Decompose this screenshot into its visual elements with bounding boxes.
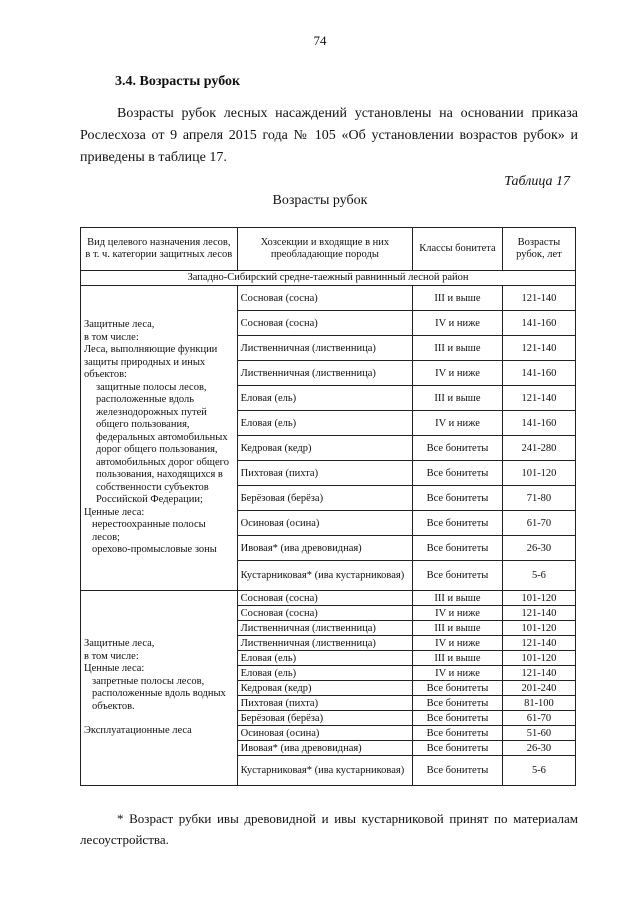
cutting-age-cell: 121-140 <box>502 336 575 361</box>
site-class-cell: Все бонитеты <box>413 681 503 696</box>
species-cell: Лиственничная (лиственница) <box>237 361 412 386</box>
cutting-age-cell: 101-120 <box>502 651 575 666</box>
cutting-age-cell: 141-160 <box>502 311 575 336</box>
forest-purpose-line: Леса, выполняющие функции защиты природных и иных объектов: <box>84 344 218 381</box>
cutting-age-cell: 26-30 <box>502 741 575 756</box>
spacer <box>84 713 234 725</box>
species-cell: Осиновая (осина) <box>237 511 412 536</box>
cutting-age-cell: 51-60 <box>502 726 575 741</box>
site-class-cell: III и выше <box>413 591 503 606</box>
header-forest-purpose: Вид целевого назначения лесов, в т. ч. категории защитных лесов <box>81 228 238 271</box>
site-class-cell: Все бонитеты <box>413 536 503 561</box>
cutting-age-cell: 121-140 <box>502 286 575 311</box>
species-cell: Лиственничная (лиственница) <box>237 336 412 361</box>
forest-purpose-line: Защитные леса, <box>84 319 155 331</box>
cutting-age-cell: 201-240 <box>502 681 575 696</box>
site-class-cell: Все бонитеты <box>413 741 503 756</box>
table-header-row <box>81 228 576 271</box>
section-heading: 3.4. Возрасты рубок <box>115 74 241 89</box>
cutting-age-cell: 71-80 <box>502 486 575 511</box>
table-row <box>81 286 576 311</box>
table-body <box>81 271 576 786</box>
forest-purpose-line: Эксплуатационные леса <box>84 725 192 737</box>
cutting-age-cell: 141-160 <box>502 361 575 386</box>
site-class-cell: III и выше <box>413 336 503 361</box>
species-cell: Сосновая (сосна) <box>237 606 412 621</box>
region-row <box>81 271 576 286</box>
cutting-age-cell: 121-140 <box>502 386 575 411</box>
forest-purpose-line: в том числе: <box>84 650 139 662</box>
site-class-cell: Все бонитеты <box>413 561 503 591</box>
intro-paragraph: Возрасты рубок лесных насаждений установлены на основании приказа Рослесхоза от 9 апреля 2015 года № 105 «Об установлении возрастов рубок» и приведены в таблице 17. <box>80 106 578 165</box>
cutting-age-cell: 121-140 <box>502 606 575 621</box>
cutting-age-cell: 241-280 <box>502 436 575 461</box>
species-cell: Еловая (ель) <box>237 651 412 666</box>
site-class-cell: IV и ниже <box>413 606 503 621</box>
species-cell: Кедровая (кедр) <box>237 436 412 461</box>
region-label: Западно-Сибирский средне-таежный равнинный лесной район <box>81 271 576 286</box>
cutting-age-cell: 5-6 <box>502 756 575 786</box>
site-class-cell: Все бонитеты <box>413 696 503 711</box>
cutting-age-cell: 121-140 <box>502 636 575 651</box>
site-class-cell: Все бонитеты <box>413 511 503 536</box>
forest-purpose-line: Ценные леса: <box>84 663 145 675</box>
site-class-cell: IV и ниже <box>413 311 503 336</box>
species-cell: Лиственничная (лиственница) <box>237 636 412 651</box>
header-species: Хозсекции и входящие в них преобладающие породы <box>237 228 412 271</box>
species-cell: Ивовая* (ива древовидная) <box>237 741 412 756</box>
species-cell: Пихтовая (пихта) <box>237 696 412 711</box>
species-cell: Пихтовая (пихта) <box>237 461 412 486</box>
species-cell: Осиновая (осина) <box>237 726 412 741</box>
cutting-age-cell: 61-70 <box>502 711 575 726</box>
table-title: Возрасты рубок <box>272 193 368 208</box>
cutting-age-cell: 101-120 <box>502 461 575 486</box>
site-class-cell: Все бонитеты <box>413 486 503 511</box>
species-cell: Кустарниковая* (ива кустарниковая) <box>237 561 412 591</box>
species-cell: Сосновая (сосна) <box>237 286 412 311</box>
table-label: Таблица 17 <box>504 174 570 189</box>
site-class-cell: IV и ниже <box>413 411 503 436</box>
forest-purpose-line: Защитные леса, <box>84 638 155 650</box>
site-class-cell: III и выше <box>413 621 503 636</box>
species-cell: Сосновая (сосна) <box>237 591 412 606</box>
species-cell: Кустарниковая* (ива кустарниковая) <box>237 756 412 786</box>
cutting-age-table <box>80 227 576 786</box>
species-cell: Еловая (ель) <box>237 666 412 681</box>
site-class-cell: IV и ниже <box>413 636 503 651</box>
forest-purpose-cell <box>81 591 238 786</box>
species-cell: Берёзовая (берёза) <box>237 711 412 726</box>
table-row <box>81 591 576 606</box>
site-class-cell: IV и ниже <box>413 361 503 386</box>
site-class-cell: Все бонитеты <box>413 711 503 726</box>
site-class-cell: IV и ниже <box>413 666 503 681</box>
cutting-age-cell: 61-70 <box>502 511 575 536</box>
cutting-age-cell: 26-30 <box>502 536 575 561</box>
cutting-age-cell: 101-120 <box>502 621 575 636</box>
site-class-cell: Все бонитеты <box>413 726 503 741</box>
site-class-cell: III и выше <box>413 651 503 666</box>
forest-purpose-line: запретные полосы лесов, расположенные вдоль водных объектов. <box>92 675 226 712</box>
species-cell: Лиственничная (лиственница) <box>237 621 412 636</box>
site-class-cell: Все бонитеты <box>413 756 503 786</box>
cutting-age-cell: 5-6 <box>502 561 575 591</box>
site-class-cell: III и выше <box>413 386 503 411</box>
footnote: * Возраст рубки ивы древовидной и ивы кустарниковой принят по материалам лесоустройства. <box>80 811 578 847</box>
cutting-age-cell: 141-160 <box>502 411 575 436</box>
site-class-cell: III и выше <box>413 286 503 311</box>
cutting-age-cell: 101-120 <box>502 591 575 606</box>
species-cell: Еловая (ель) <box>237 386 412 411</box>
header-cutting-age: Возрасты рубок, лет <box>502 228 575 271</box>
header-site-class: Классы бонитета <box>413 228 503 271</box>
species-cell: Кедровая (кедр) <box>237 681 412 696</box>
forest-purpose-cell <box>81 286 238 591</box>
species-cell: Сосновая (сосна) <box>237 311 412 336</box>
forest-purpose-line: защитные полосы лесов, расположенные вдоль железнодорожных путей общего пользования, федеральных автомобильных дорог общего пользования, автомобильных дорог общего пользования, находящихся в собственности субъектов Российской Федерации; <box>96 381 229 506</box>
site-class-cell: Все бонитеты <box>413 461 503 486</box>
site-class-cell: Все бонитеты <box>413 436 503 461</box>
cutting-age-cell: 121-140 <box>502 666 575 681</box>
species-cell: Еловая (ель) <box>237 411 412 436</box>
species-cell: Ивовая* (ива древовидная) <box>237 536 412 561</box>
page-number: 74 <box>313 33 327 48</box>
forest-purpose-line: орехово-промысловые зоны <box>92 544 217 556</box>
forest-purpose-line: нерестоохранные полосы лесов; <box>92 519 206 543</box>
species-cell: Берёзовая (берёза) <box>237 486 412 511</box>
forest-purpose-line: Ценные леса: <box>84 506 145 518</box>
forest-purpose-line: в том числе: <box>84 331 139 343</box>
cutting-age-cell: 81-100 <box>502 696 575 711</box>
